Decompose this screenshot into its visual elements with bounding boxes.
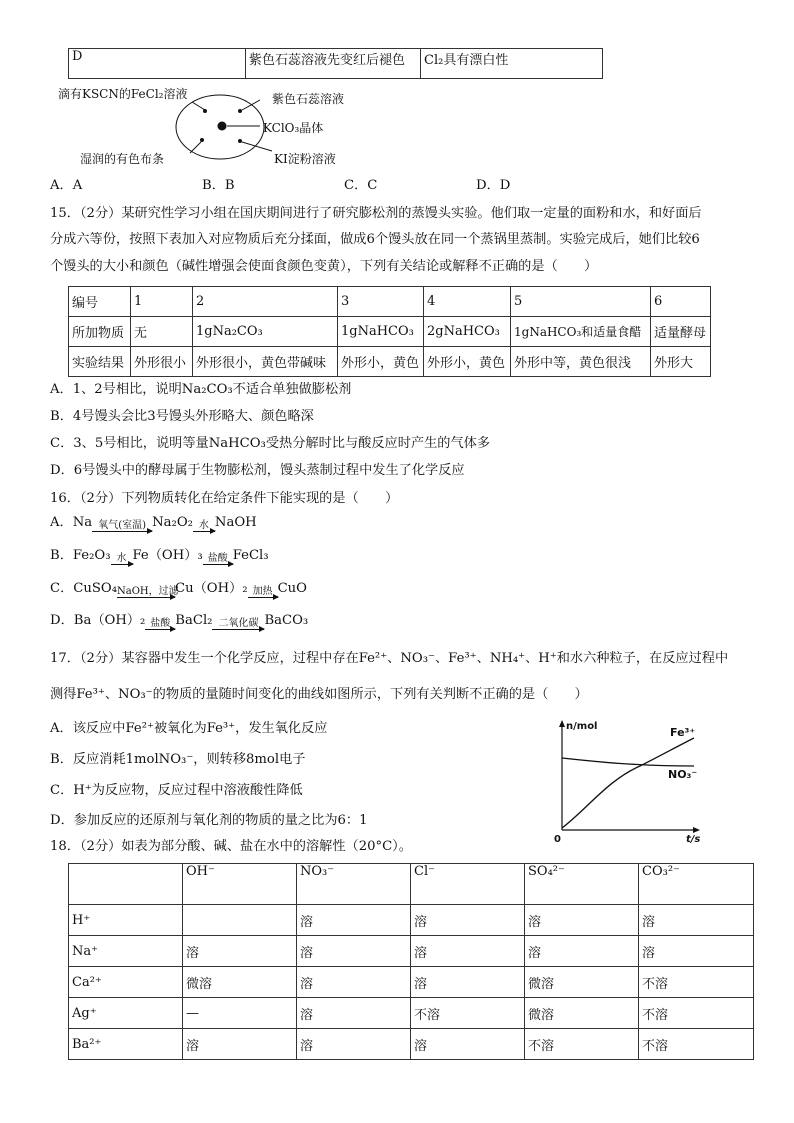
table-row [69, 287, 711, 317]
table-row [69, 1029, 754, 1060]
table-row [69, 864, 754, 905]
q16-d-mid: BaCl₂ [175, 613, 213, 628]
x-axis-arrow [693, 827, 700, 833]
q15-stem-line-3: 个馒头的大小和颜色（碱性增强会使面食颜色变黄），下列有关结论或解释不正确的是（ ） [50, 259, 598, 274]
q17-option-c: C．H⁺为反应物，反应过程中溶液酸性降低 [50, 783, 303, 798]
table-cell: 溶 [411, 967, 525, 998]
q17-option-b: B．反应消耗1molNO₃⁻，则转移8mol电子 [50, 752, 306, 767]
diagram-label-tl: 滴有KSCN的FeCl₂溶液 [58, 87, 188, 101]
table-cell: 微溶 [525, 998, 639, 1029]
table-cell [183, 905, 297, 936]
q16-option-a [50, 514, 257, 532]
table-cell: 5 [511, 287, 651, 317]
table-cell: 无 [131, 317, 193, 347]
table-cell: 溶 [297, 936, 411, 967]
table-cell [69, 864, 183, 905]
q17-stem-line-2: 测得Fe³⁺、NO₃⁻的物质的量随时间变化的曲线如图所示，下列有关判断不正确的是（ ） [50, 687, 588, 702]
arrow-label: 盐酸 [150, 618, 171, 629]
table-cell: H⁺ [69, 905, 183, 936]
diagram-label-tr: 紫色石蕊溶液 [272, 92, 345, 106]
table-row [69, 967, 754, 998]
table-cell: Ca²⁺ [69, 967, 183, 998]
table-cell: 不溶 [411, 998, 525, 1029]
q14-option-a: A．A [50, 178, 83, 193]
q16-option-d [50, 612, 308, 630]
table-cell: 2gNaHCO₃ [424, 317, 511, 347]
arrow-label: 二氧化碳 [218, 618, 259, 629]
q16-option-c [50, 580, 307, 598]
table-cell: 所加物质 [69, 317, 131, 347]
series-label-fe3: Fe³⁺ [670, 726, 696, 739]
fe3-series-line [562, 738, 694, 828]
table-cell: 溶 [297, 1029, 411, 1060]
table-cell: 4 [424, 287, 511, 317]
table-cell: 溶 [297, 905, 411, 936]
reaction-arrow [193, 521, 215, 532]
q16-c-end: CuO [277, 581, 307, 596]
reaction-arrow [117, 586, 179, 598]
q14-option-b: B．B [202, 178, 235, 193]
table-cell: 溶 [639, 936, 754, 967]
arrow-label: 氧气(室温) [98, 520, 147, 531]
table-row [69, 936, 754, 967]
table-cell: 适量酵母 [651, 317, 711, 347]
no3-series-line [562, 758, 694, 766]
diagram-label-center: KClO₃晶体 [263, 121, 324, 135]
table-cell: 外形小，黄色 [424, 347, 511, 377]
table-row [69, 317, 711, 347]
table-cell: NO₃⁻ [297, 864, 411, 905]
table-cell: 1 [131, 287, 193, 317]
arrow-label: NaOH，过滤 [117, 586, 179, 597]
top-cell-3: Cl₂具有漂白性 [421, 49, 603, 79]
table-cell: 2 [193, 287, 338, 317]
q17-option-a: A．该反应中Fe²⁺被氧化为Fe³⁺，发生氧化反应 [50, 721, 328, 736]
q14-option-c: C．C [344, 178, 378, 193]
y-axis-arrow [559, 720, 565, 727]
table-cell: 溶 [639, 905, 754, 936]
q16-c-mid: Cu（OH）₂ [175, 581, 248, 596]
arrow-label: 水 [198, 520, 209, 531]
table-cell: 溶 [525, 905, 639, 936]
q15-stem-line-2: 分成六等份，按照下表加入对应物质后充分揉面，做成6个馒头放在同一个蒸锅里蒸制。实验完成后，她们比较6 [50, 232, 700, 247]
table-row [69, 998, 754, 1029]
arrow-label: 水 [116, 553, 127, 564]
table-cell: 3 [338, 287, 424, 317]
chart-origin: 0 [554, 834, 561, 845]
q16-stem: 16．（2分）下列物质转化在给定条件下能实现的是（ ） [50, 491, 399, 506]
experiment-diagram [50, 85, 370, 170]
table-cell: Ba²⁺ [69, 1029, 183, 1060]
table-cell: — [183, 998, 297, 1029]
table-cell: Na⁺ [69, 936, 183, 967]
table-cell: 实验结果 [69, 347, 131, 377]
q15-option-a: A．1、2号相比，说明Na₂CO₃不适合单独做膨松剂 [50, 382, 352, 397]
q16-c-start: C．CuSO₄ [50, 581, 117, 596]
table-cell: 溶 [183, 936, 297, 967]
q14-option-d: D．D [476, 178, 511, 193]
table-row [69, 905, 754, 936]
q16-a-end: NaOH [214, 515, 257, 530]
q18-stem: 18．（2分）如表为部分酸、碱、盐在水中的溶解性（20°C）。 [50, 839, 412, 854]
q16-b-start: B．Fe₂O₃ [50, 548, 111, 563]
diagram-label-bl: 湿润的有色布条 [80, 152, 165, 166]
table-cell: 不溶 [639, 998, 754, 1029]
table-cell: 微溶 [525, 967, 639, 998]
table-cell: 溶 [297, 967, 411, 998]
table-cell: 溶 [183, 1029, 297, 1060]
table-cell: Cl⁻ [411, 864, 525, 905]
chart-xlabel: t/s [686, 834, 701, 845]
series-label-no3: NO₃⁻ [668, 768, 698, 781]
q16-b-end: FeCl₃ [232, 548, 269, 563]
table-cell: Ag⁺ [69, 998, 183, 1029]
q15-option-c: C．3、5号相比，说明等量NaHCO₃受热分解时比与酸反应时产生的气体多 [50, 436, 491, 451]
diagram-label-br: KI淀粉溶液 [274, 152, 336, 166]
table-cell: 溶 [411, 905, 525, 936]
q17-chart [548, 718, 708, 850]
q16-option-b [50, 547, 269, 565]
reaction-arrow [111, 554, 133, 565]
reaction-arrow [212, 619, 264, 630]
table-cell: 溶 [411, 936, 525, 967]
table-cell: 1gNa₂CO₃ [193, 317, 338, 347]
q18-solubility-table [68, 863, 754, 1060]
top-cell-1: D [69, 49, 246, 79]
reaction-arrow [92, 521, 152, 532]
q15-option-d: D．6号馒头中的酵母属于生物膨松剂，馒头蒸制过程中发生了化学反应 [50, 463, 465, 478]
table-cell: 外形很小，黄色带碱味 [193, 347, 338, 377]
arrow-label: 加热 [252, 586, 273, 597]
table-cell: 不溶 [525, 1029, 639, 1060]
q15-option-b: B．4号馒头会比3号馒头外形略大、颜色略深 [50, 409, 314, 424]
table-cell: SO₄²⁻ [525, 864, 639, 905]
table-cell: OH⁻ [183, 864, 297, 905]
q15-stem-line-1: 15．（2分）某研究性学习小组在国庆期间进行了研究膨松剂的蒸馒头实验。他们取一定量的面粉和水，和好面后 [50, 206, 702, 221]
reaction-arrow [145, 619, 175, 630]
q17-stem-line-1: 17．（2分）某容器中发生一个化学反应，过程中存在Fe²⁺、NO₃⁻、Fe³⁺、NH₄⁺、H⁺和水六种粒子，在反应过程中 [50, 651, 729, 666]
table-cell: 外形大 [651, 347, 711, 377]
table-cell: 1gNaHCO₃和适量食醋 [511, 317, 651, 347]
q15-table [68, 286, 711, 377]
table-cell: 1gNaHCO₃ [338, 317, 424, 347]
top-cell-2: 紫色石蕊溶液先变红后褪色 [246, 49, 421, 79]
reaction-arrow [203, 554, 233, 565]
top-table [68, 48, 603, 79]
table-cell: 不溶 [639, 1029, 754, 1060]
chart-ylabel: n/mol [566, 721, 598, 732]
table-cell: 微溶 [183, 967, 297, 998]
table-cell: 6 [651, 287, 711, 317]
table-cell: 外形中等，黄色很浅 [511, 347, 651, 377]
q16-d-start: D．Ba（OH）₂ [50, 613, 146, 628]
table-cell: 外形很小 [131, 347, 193, 377]
table-cell: 溶 [525, 936, 639, 967]
q16-a-start: A．Na [50, 515, 93, 530]
q17-option-d: D．参加反应的还原剂与氧化剂的物质的量之比为6：1 [50, 813, 368, 828]
table-cell: 编号 [69, 287, 131, 317]
table-cell: CO₃²⁻ [639, 864, 754, 905]
reaction-arrow [248, 587, 278, 598]
table-cell: 不溶 [639, 967, 754, 998]
table-cell: 外形小，黄色 [338, 347, 424, 377]
q16-d-end: BaCO₃ [264, 613, 309, 628]
table-row [69, 347, 711, 377]
table-cell: 溶 [297, 998, 411, 1029]
q16-b-mid: Fe（OH）₃ [132, 548, 203, 563]
q16-a-mid: Na₂O₂ [152, 515, 193, 530]
table-cell: 溶 [411, 1029, 525, 1060]
arrow-label: 盐酸 [207, 553, 228, 564]
